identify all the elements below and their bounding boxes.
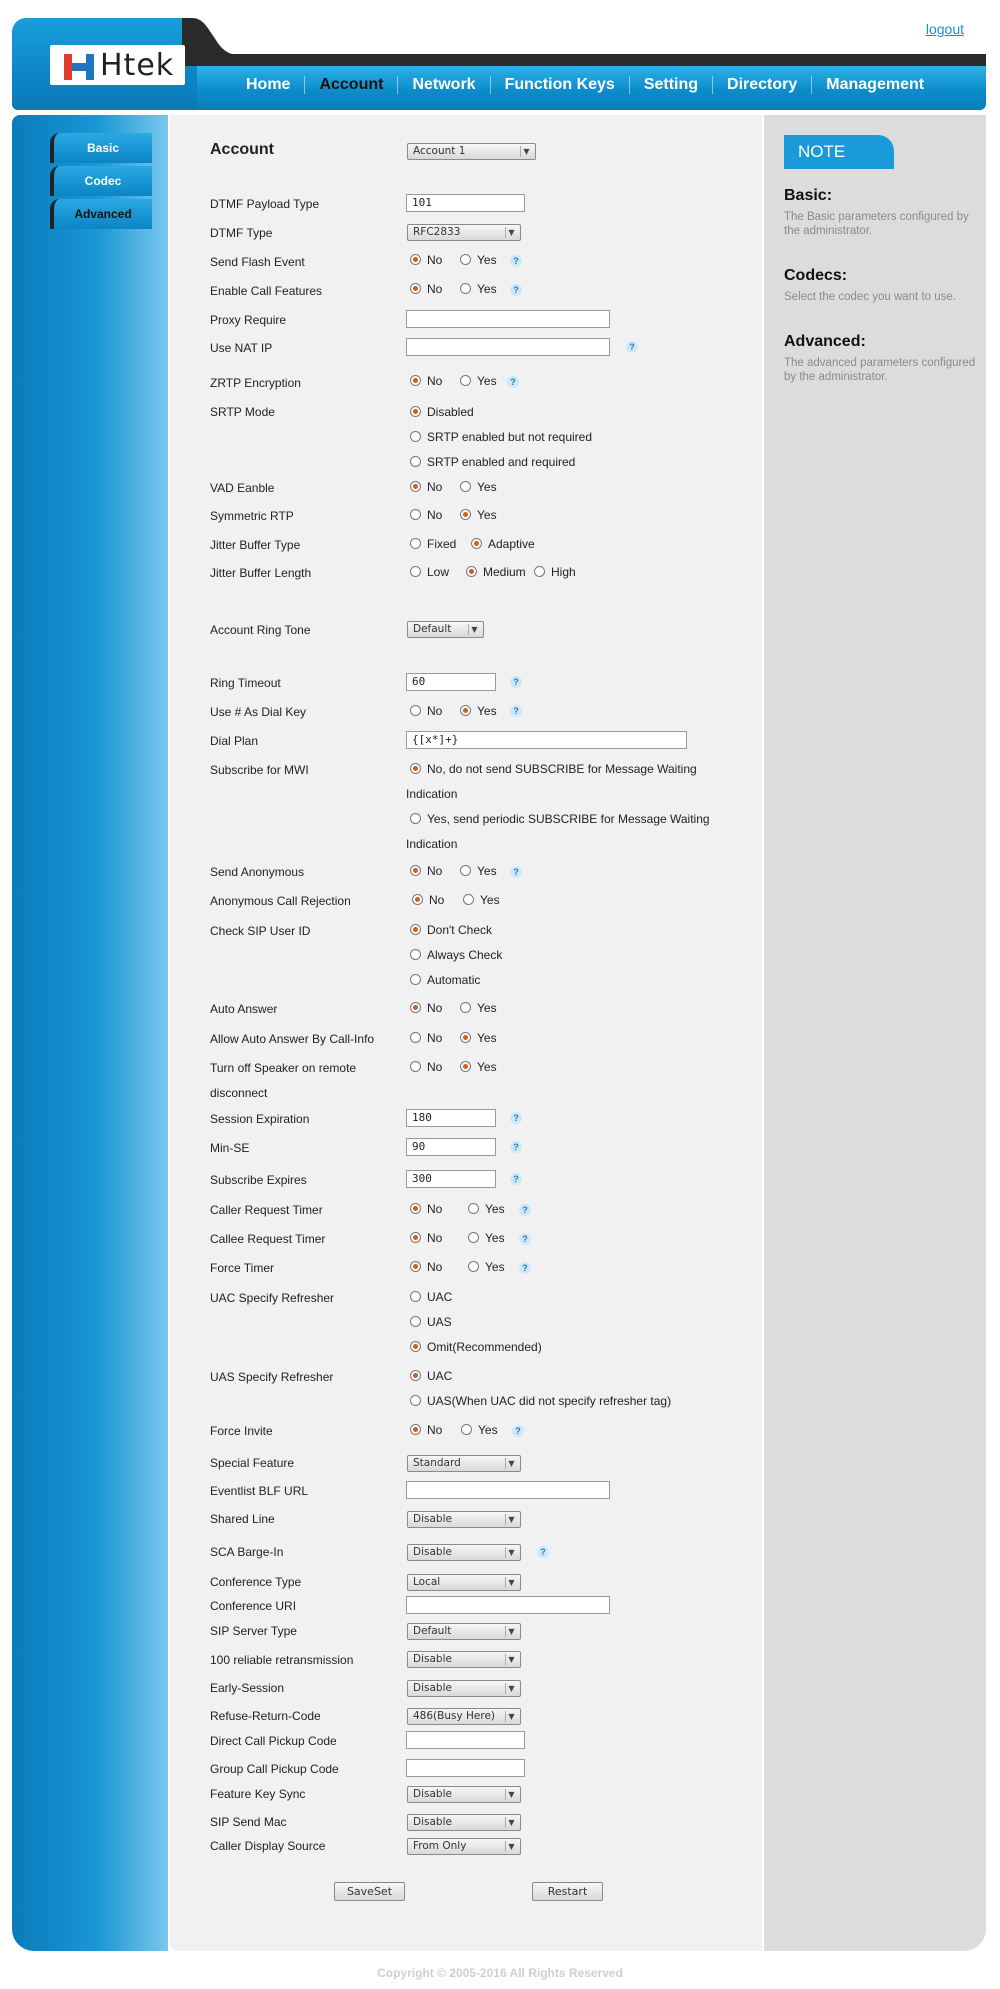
force-invite-no[interactable] <box>410 1423 442 1437</box>
radio-selected <box>471 538 482 549</box>
vad-label: VAD Eanble <box>210 481 275 495</box>
radio <box>460 254 471 265</box>
chevron-down-icon: ▼ <box>505 1577 517 1588</box>
help-icon[interactable]: ? <box>519 1262 531 1274</box>
radio <box>468 1232 479 1243</box>
jitter-high[interactable] <box>534 565 576 579</box>
refuse-value: 486(Busy Here) <box>413 1710 496 1722</box>
special-feature-value: Standard <box>413 1457 461 1469</box>
ring-timeout-label: Ring Timeout <box>210 676 281 690</box>
chevron-down-icon: ▼ <box>468 624 480 635</box>
use-hash-label: Use # As Dial Key <box>210 705 307 719</box>
chevron-down-icon: ▼ <box>505 1458 517 1469</box>
chevron-down-icon: ▼ <box>505 1817 517 1828</box>
opt-label: Yes, send periodic SUBSCRIBE for Message Waiting <box>427 812 710 826</box>
opt-label: Yes <box>477 508 497 522</box>
jitter-type-label: Jitter Buffer Type <box>210 538 301 552</box>
conf-type-value: Local <box>413 1576 441 1588</box>
help-icon[interactable]: ? <box>537 1546 549 1558</box>
sip-server-label: SIP Server Type <box>210 1624 297 1638</box>
opt-label: Yes <box>477 704 497 718</box>
refuse-select[interactable] <box>407 1708 521 1725</box>
zrtp-no[interactable] <box>410 374 442 388</box>
zrtp-label: ZRTP Encryption <box>210 376 301 390</box>
opt-label: Yes <box>485 1231 505 1245</box>
opt-label: Automatic <box>427 973 481 987</box>
sca-select[interactable] <box>407 1544 521 1561</box>
radio <box>460 481 471 492</box>
help-icon[interactable]: ? <box>519 1204 531 1216</box>
opt-label: SRTP enabled and required <box>427 455 576 469</box>
group-pickup-label: Group Call Pickup Code <box>210 1762 339 1776</box>
dial-plan-label: Dial Plan <box>210 734 259 748</box>
chevron-down-icon: ▼ <box>505 1626 517 1637</box>
radio-selected <box>410 1341 421 1352</box>
force-invite-yes[interactable] <box>461 1423 498 1437</box>
conf-type-select[interactable] <box>407 1574 521 1591</box>
note-advanced-title: Advanced: <box>784 333 866 350</box>
send-anon-label: Send Anonymous <box>210 865 305 879</box>
send-anon-yes[interactable] <box>460 864 497 878</box>
opt-label: Yes <box>477 1031 497 1045</box>
radio <box>410 538 421 549</box>
copyright: Copyright © 2005-2016 All Rights Reserved <box>377 1966 623 1980</box>
direct-pickup-label: Direct Call Pickup Code <box>210 1734 337 1748</box>
turn-off-no[interactable] <box>410 1060 442 1074</box>
restart-button[interactable]: Restart <box>532 1882 603 1901</box>
radio-selected <box>410 865 421 876</box>
nav-network[interactable]: Network <box>398 76 490 94</box>
opt-label: Yes <box>477 253 497 267</box>
radio <box>461 1424 472 1435</box>
use-hash-no[interactable] <box>410 704 442 718</box>
check-sip-dont[interactable] <box>410 923 492 937</box>
sca-label: SCA Barge-In <box>210 1545 284 1559</box>
radio-selected <box>410 1424 421 1435</box>
opt-label: Yes <box>477 1001 497 1015</box>
opt-label: Omit(Recommended) <box>427 1340 542 1354</box>
sidebar-item-advanced[interactable]: Advanced <box>50 199 152 229</box>
radio <box>468 1203 479 1214</box>
opt-label: Yes <box>477 480 497 494</box>
nav-directory[interactable]: Directory <box>713 76 812 94</box>
uac-refresher-label: UAC Specify Refresher <box>210 1291 335 1305</box>
fk-sync-label: Feature Key Sync <box>210 1787 306 1801</box>
uac-refresher-omit[interactable] <box>410 1340 542 1354</box>
radio <box>460 375 471 386</box>
refuse-label: Refuse-Return-Code <box>210 1709 321 1723</box>
force-timer-yes[interactable] <box>468 1260 505 1274</box>
radio <box>410 974 421 985</box>
radio-selected <box>410 254 421 265</box>
opt-label: UAC <box>427 1290 453 1304</box>
force-timer-no[interactable] <box>410 1260 442 1274</box>
conf-uri-input[interactable] <box>406 1596 610 1614</box>
opt-label: Disabled <box>427 405 474 419</box>
sub-expires-input[interactable]: 300 <box>406 1170 496 1188</box>
opt-label: No <box>427 374 443 388</box>
opt-label: No <box>427 480 443 494</box>
min-se-input[interactable]: 90 <box>406 1138 496 1156</box>
radio-selected <box>410 1203 421 1214</box>
radio <box>410 1061 421 1072</box>
radio-selected <box>410 1370 421 1381</box>
send-anon-no[interactable] <box>410 864 442 878</box>
radio <box>410 431 421 442</box>
use-nat-ip-label: Use NAT IP <box>210 341 273 355</box>
opt-label: No <box>427 1260 443 1274</box>
radio-selected <box>460 705 471 716</box>
radio <box>460 865 471 876</box>
help-icon[interactable]: ? <box>626 341 638 353</box>
shared-line-value: Disable <box>413 1513 452 1525</box>
jitter-length-label: Jitter Buffer Length <box>210 566 312 580</box>
anon-reject-yes[interactable] <box>463 893 500 907</box>
eventlist-input[interactable] <box>406 1481 610 1499</box>
help-icon[interactable]: ? <box>507 376 519 388</box>
radio-selected <box>410 763 421 774</box>
mwi-no[interactable] <box>410 762 697 776</box>
caller-display-label: Caller Display Source <box>210 1839 326 1853</box>
radio <box>534 566 545 577</box>
radio <box>410 1395 421 1406</box>
opt-label: No <box>427 1031 443 1045</box>
send-flash-label: Send Flash Event <box>210 255 305 269</box>
zrtp-yes[interactable] <box>460 374 497 388</box>
dtmf-payload-label: DTMF Payload Type <box>210 197 320 211</box>
special-feature-select[interactable] <box>407 1455 521 1472</box>
srtp-required[interactable] <box>410 455 575 469</box>
nav-function-keys[interactable]: Function Keys <box>491 76 630 94</box>
caller-display-select[interactable] <box>407 1838 521 1855</box>
ring-tone-value: Default <box>413 623 452 635</box>
srtp-disabled[interactable] <box>410 405 474 419</box>
anon-reject-no[interactable] <box>412 893 444 907</box>
check-sip-label: Check SIP User ID <box>210 924 311 938</box>
force-invite-label: Force Invite <box>210 1424 273 1438</box>
opt-label: Adaptive <box>488 537 535 551</box>
uas-refresher-label: UAS Specify Refresher <box>210 1370 334 1384</box>
help-icon[interactable]: ? <box>510 284 522 296</box>
callee-timer-label: Callee Request Timer <box>210 1232 326 1246</box>
opt-label: No <box>429 893 445 907</box>
logo-mark-icon <box>64 54 94 80</box>
opt-label: No, do not send SUBSCRIBE for Message Waiting <box>427 762 697 776</box>
caller-timer-label: Caller Request Timer <box>210 1203 323 1217</box>
help-icon[interactable]: ? <box>512 1425 524 1437</box>
opt-label: No <box>427 1001 443 1015</box>
opt-label: No <box>427 1060 443 1074</box>
srtp-label: SRTP Mode <box>210 405 275 419</box>
reliable-label: 100 reliable retransmission <box>210 1653 354 1667</box>
help-icon[interactable]: ? <box>510 1173 522 1185</box>
shared-line-label: Shared Line <box>210 1512 275 1526</box>
opt-label: No <box>427 864 443 878</box>
radio <box>410 813 421 824</box>
ring-tone-label: Account Ring Tone <box>210 623 311 637</box>
ring-tone-select[interactable] <box>407 621 484 638</box>
send-flash-no[interactable] <box>410 253 442 267</box>
opt-label: No <box>427 704 443 718</box>
radio-selected <box>410 1002 421 1013</box>
radio <box>410 949 421 960</box>
save-button[interactable]: SaveSet <box>334 1882 405 1901</box>
help-icon[interactable]: ? <box>519 1233 531 1245</box>
nav-management[interactable]: Management <box>826 76 925 93</box>
chevron-down-icon: ▼ <box>505 1654 517 1665</box>
nav-account[interactable]: Account <box>305 76 398 94</box>
call-features-yes[interactable] <box>460 282 497 296</box>
vad-yes[interactable] <box>460 480 497 494</box>
mwi-yes[interactable] <box>410 812 710 826</box>
session-exp-input[interactable]: 180 <box>406 1109 496 1127</box>
help-icon[interactable]: ? <box>510 705 522 717</box>
radio <box>410 566 421 577</box>
turn-off-speaker-label-cont: disconnect <box>210 1086 268 1100</box>
opt-label: No <box>427 1202 443 1216</box>
chevron-down-icon: ▼ <box>505 1514 517 1525</box>
caller-timer-yes[interactable] <box>468 1202 505 1216</box>
radio <box>410 705 421 716</box>
early-session-select[interactable] <box>407 1680 521 1697</box>
early-session-value: Disable <box>413 1682 452 1694</box>
radio-selected <box>410 481 421 492</box>
reliable-value: Disable <box>413 1653 452 1665</box>
auto-answer-no[interactable] <box>410 1001 442 1015</box>
mwi-label: Subscribe for MWI <box>210 763 309 777</box>
logout-link[interactable]: logout <box>925 21 964 37</box>
sip-server-select[interactable] <box>407 1623 521 1640</box>
account-select[interactable] <box>407 143 536 160</box>
opt-label: No <box>427 508 443 522</box>
radio-selected <box>410 375 421 386</box>
auto-answer-yes[interactable] <box>460 1001 497 1015</box>
chevron-down-icon: ▼ <box>505 227 517 238</box>
radio <box>410 456 421 467</box>
conf-type-label: Conference Type <box>210 1575 302 1589</box>
reliable-select[interactable] <box>407 1651 521 1668</box>
sub-expires-label: Subscribe Expires <box>210 1173 307 1187</box>
eventlist-label: Eventlist BLF URL <box>210 1484 309 1498</box>
logo-text: Htek <box>100 48 175 83</box>
radio-selected <box>466 566 477 577</box>
allow-auto-yes[interactable] <box>460 1031 497 1045</box>
opt-label: Yes <box>477 282 497 296</box>
sca-value: Disable <box>413 1546 452 1558</box>
radio-selected <box>412 894 423 905</box>
symmetric-rtp-label: Symmetric RTP <box>210 509 294 523</box>
anon-reject-label: Anonymous Call Rejection <box>210 894 351 908</box>
opt-label: No <box>427 1423 443 1437</box>
nav-setting[interactable]: Setting <box>630 76 713 94</box>
dtmf-type-value: RFC2833 <box>413 226 461 238</box>
send-flash-yes[interactable] <box>460 253 497 267</box>
use-nat-ip-input[interactable] <box>406 338 610 356</box>
opt-label: Yes <box>477 864 497 878</box>
symmetric-rtp-no[interactable] <box>410 508 442 522</box>
jitter-low[interactable] <box>410 565 449 579</box>
nav-home[interactable]: Home <box>232 76 305 94</box>
turn-off-speaker-label: Turn off Speaker on remote <box>210 1061 357 1075</box>
check-sip-auto[interactable] <box>410 973 480 987</box>
opt-label: UAS(When UAC did not specify refresher tag) <box>427 1394 672 1408</box>
opt-label: Always Check <box>427 948 503 962</box>
chevron-down-icon: ▼ <box>505 1841 517 1852</box>
dtmf-payload-input[interactable]: 101 <box>406 194 525 212</box>
chevron-down-icon: ▼ <box>505 1547 517 1558</box>
radio-selected <box>410 1232 421 1243</box>
radio-selected <box>410 283 421 294</box>
radio-selected <box>410 406 421 417</box>
uac-refresher-uac[interactable] <box>410 1290 452 1304</box>
radio <box>468 1261 479 1272</box>
call-features-no[interactable] <box>410 282 442 296</box>
opt-label: No <box>427 1231 443 1245</box>
uas-refresher-uac[interactable] <box>410 1369 452 1383</box>
sip-mac-select[interactable] <box>407 1814 521 1831</box>
chevron-down-icon: ▼ <box>505 1683 517 1694</box>
direct-pickup-input[interactable] <box>406 1731 525 1749</box>
turn-off-yes[interactable] <box>460 1060 497 1074</box>
chevron-down-icon: ▼ <box>505 1711 517 1722</box>
sip-server-value: Default <box>413 1625 452 1637</box>
early-session-label: Early-Session <box>210 1681 285 1695</box>
check-sip-always[interactable] <box>410 948 502 962</box>
note-codecs-text: Select the codec you want to use. <box>784 291 956 303</box>
dtmf-type-label: DTMF Type <box>210 226 273 240</box>
proxy-require-input[interactable] <box>406 310 610 328</box>
symmetric-rtp-yes[interactable] <box>460 508 497 522</box>
dial-plan-input[interactable]: {[x*]+} <box>406 731 687 749</box>
conf-uri-label: Conference URI <box>210 1599 297 1613</box>
note-advanced-text: The advanced parameters configured by the administrator. <box>784 357 976 383</box>
uac-refresher-uas[interactable] <box>410 1315 452 1329</box>
use-hash-yes[interactable] <box>460 704 497 718</box>
sip-mac-label: SIP Send Mac <box>210 1815 287 1829</box>
chevron-down-icon: ▼ <box>520 146 532 157</box>
main-nav <box>232 70 938 100</box>
fk-sync-value: Disable <box>413 1788 452 1800</box>
note-badge: NOTE <box>784 135 894 169</box>
note-panel <box>764 115 986 1951</box>
jitter-adaptive[interactable] <box>471 537 535 551</box>
radio-selected <box>460 1032 471 1043</box>
sidebar-item-codec[interactable]: Codec <box>50 166 152 196</box>
enable-call-features-label: Enable Call Features <box>210 284 323 298</box>
help-icon[interactable]: ? <box>510 1112 522 1124</box>
mwi-yes-cont: Indication <box>406 837 458 851</box>
allow-auto-no[interactable] <box>410 1031 442 1045</box>
opt-label: Yes <box>477 1060 497 1074</box>
opt-label: No <box>427 253 443 267</box>
dtmf-type-select[interactable] <box>407 224 521 241</box>
radio <box>410 509 421 520</box>
sip-mac-value: Disable <box>413 1816 452 1828</box>
srtp-optional[interactable] <box>410 430 592 444</box>
min-se-label: Min-SE <box>210 1141 250 1155</box>
note-basic-title: Basic: <box>784 187 833 204</box>
opt-label: Fixed <box>427 537 457 551</box>
vad-no[interactable] <box>410 480 442 494</box>
caller-timer-no[interactable] <box>410 1202 442 1216</box>
radio <box>460 283 471 294</box>
note-codecs-title: Codecs: <box>784 267 848 284</box>
opt-label: Yes <box>485 1260 505 1274</box>
sidebar <box>12 115 168 1951</box>
radio-selected <box>410 924 421 935</box>
radio <box>460 1002 471 1013</box>
caller-display-value: From Only <box>413 1840 467 1852</box>
opt-label: Medium <box>483 565 526 579</box>
radio-selected <box>460 1061 471 1072</box>
opt-label: SRTP enabled but not required <box>427 430 593 444</box>
jitter-medium[interactable] <box>466 565 526 579</box>
opt-label: Don't Check <box>427 923 492 937</box>
chevron-down-icon: ▼ <box>505 1789 517 1800</box>
radio-selected <box>460 509 471 520</box>
session-exp-label: Session Expiration <box>210 1112 310 1126</box>
special-feature-label: Special Feature <box>210 1456 295 1470</box>
proxy-require-label: Proxy Require <box>210 313 287 327</box>
opt-label: High <box>551 565 576 579</box>
opt-label: Yes <box>478 1423 498 1437</box>
opt-label: UAS <box>427 1315 452 1329</box>
radio <box>463 894 474 905</box>
opt-label: Yes <box>477 374 497 388</box>
account-select-value: Account 1 <box>413 145 466 157</box>
radio <box>410 1032 421 1043</box>
jitter-fixed[interactable] <box>410 537 456 551</box>
help-icon[interactable]: ? <box>510 1141 522 1153</box>
radio <box>410 1291 421 1302</box>
auto-answer-label: Auto Answer <box>210 1002 278 1016</box>
help-icon[interactable]: ? <box>510 255 522 267</box>
shared-line-select[interactable] <box>407 1511 521 1528</box>
opt-label: Yes <box>480 893 500 907</box>
fk-sync-select[interactable] <box>407 1786 521 1803</box>
radio-selected <box>410 1261 421 1272</box>
force-timer-label: Force Timer <box>210 1261 275 1275</box>
uas-refresher-uas[interactable] <box>410 1394 671 1408</box>
logo[interactable] <box>50 45 185 85</box>
allow-auto-label: Allow Auto Answer By Call-Info <box>210 1032 375 1046</box>
mwi-no-cont: Indication <box>406 787 458 801</box>
opt-label: Low <box>427 565 450 579</box>
opt-label: No <box>427 282 443 296</box>
help-icon[interactable]: ? <box>510 866 522 878</box>
callee-timer-no[interactable] <box>410 1231 442 1245</box>
opt-label: Yes <box>485 1202 505 1216</box>
account-heading: Account <box>210 141 274 158</box>
note-basic-text: The Basic parameters configured by the administrator. <box>784 211 969 237</box>
ring-timeout-input[interactable]: 60 <box>406 673 496 691</box>
sidebar-item-basic[interactable]: Basic <box>50 133 152 163</box>
opt-label: UAC <box>427 1369 453 1383</box>
group-pickup-input[interactable] <box>406 1759 525 1777</box>
help-icon[interactable]: ? <box>510 676 522 688</box>
callee-timer-yes[interactable] <box>468 1231 505 1245</box>
radio <box>410 1316 421 1327</box>
